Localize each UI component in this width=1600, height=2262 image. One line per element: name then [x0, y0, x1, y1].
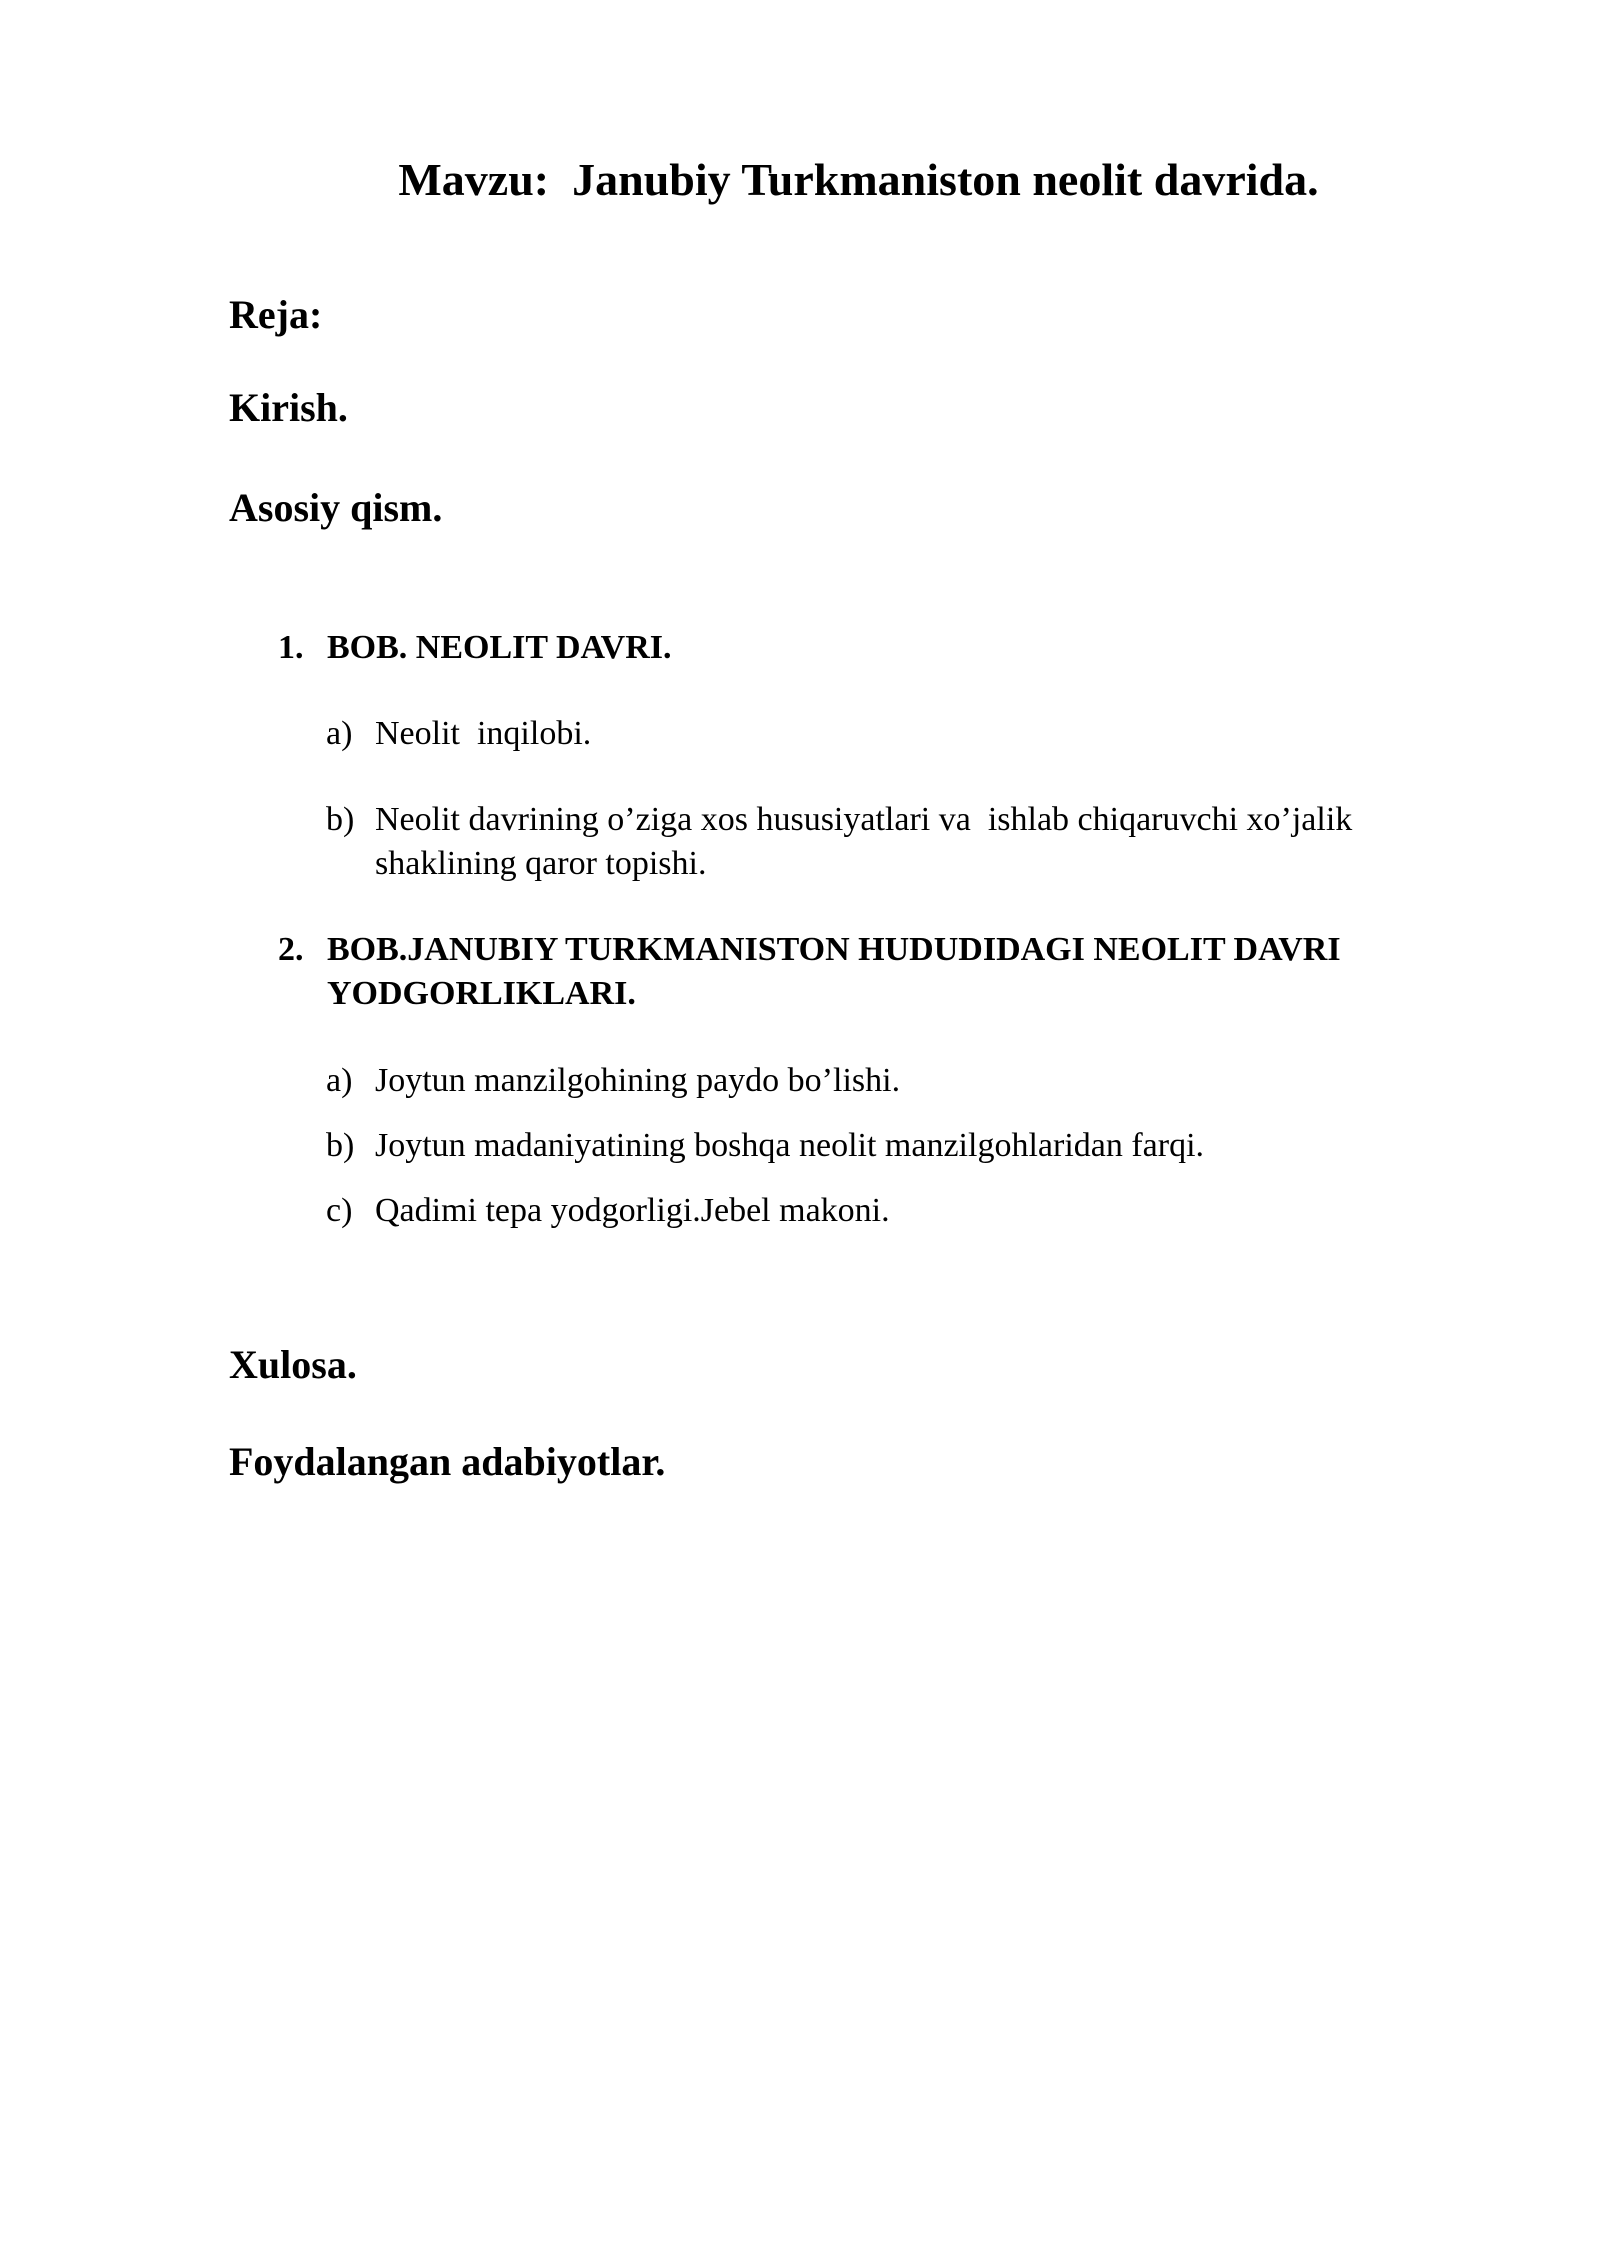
item-text: Neolit inqilobi.: [375, 715, 592, 752]
main-part-heading: Asosiy qism.: [229, 485, 443, 530]
item-marker: c): [326, 1192, 353, 1229]
item-text: Qadimi tepa yodgorligi.Jebel makoni.: [375, 1192, 890, 1229]
item-text: Joytun madaniyatining boshqa neolit manzilgohlaridan farqi.: [375, 1127, 1205, 1164]
chapter-2-title: BOB.JANUBIY TURKMANISTON HUDUDIDAGI NEOLIT DAVRI YODGORLIKLARI.: [327, 931, 1341, 1012]
conclusion-heading: Xulosa.: [229, 1342, 357, 1387]
plan-heading: Reja:: [229, 292, 323, 337]
item-marker: a): [326, 715, 353, 752]
document-title: Mavzu: Janubiy Turkmaniston neolit davrida.: [398, 154, 1319, 205]
chapter-1-number: 1.: [278, 629, 304, 666]
references-heading: Foydalangan adabiyotlar.: [229, 1439, 666, 1484]
item-text: Neolit davrining o’ziga xos hususiyatlari va ishlab chiqaruvchi xo’jalik shaklining qaror topishi.: [375, 801, 1361, 882]
chapter-1-title: BOB. NEOLIT DAVRI.: [327, 629, 672, 666]
item-marker: b): [326, 801, 355, 838]
item-marker: b): [326, 1127, 355, 1164]
chapter-2-number: 2.: [278, 931, 304, 968]
item-text: Joytun manzilgohining paydo bo’lishi.: [375, 1062, 901, 1099]
intro-heading: Kirish.: [229, 385, 348, 430]
item-marker: a): [326, 1062, 353, 1099]
